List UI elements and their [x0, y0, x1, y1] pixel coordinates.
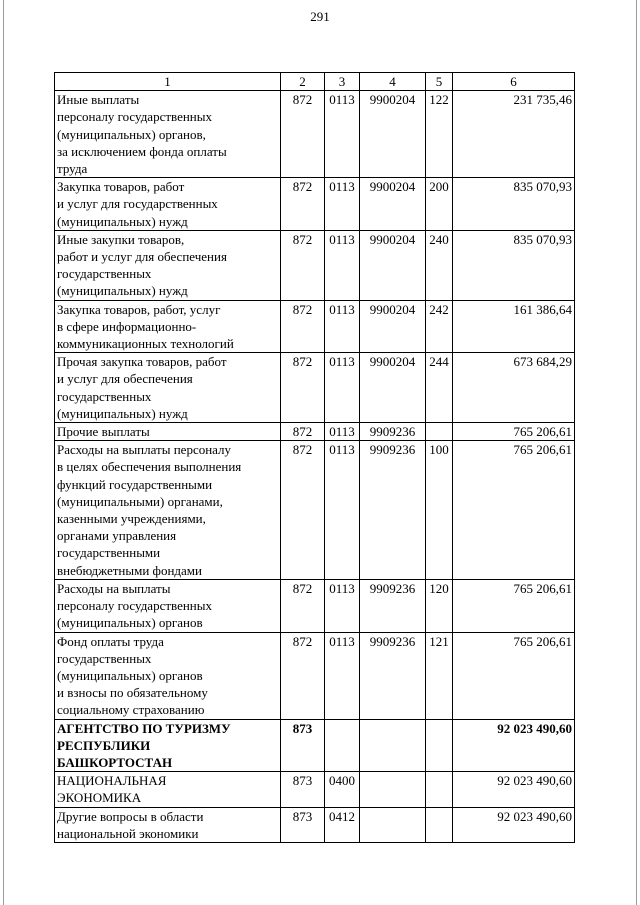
row-target-cell	[360, 772, 426, 807]
row-section-cell: 0113	[325, 423, 360, 441]
row-code-cell: 872	[281, 441, 325, 580]
row-amount-cell: 835 070,93	[453, 178, 575, 231]
row-target-cell: 9909236	[360, 579, 426, 632]
row-target-cell: 9900204	[360, 353, 426, 423]
row-target-cell: 9900204	[360, 300, 426, 353]
table-row	[55, 91, 575, 178]
table-row	[55, 772, 575, 807]
row-target-cell	[360, 719, 426, 772]
table-row	[55, 230, 575, 300]
table-row	[55, 632, 575, 719]
budget-table	[54, 72, 575, 843]
row-type-cell: 100	[426, 441, 453, 580]
row-type-cell	[426, 719, 453, 772]
row-name-cell: Фонд оплаты труда государственных (муниципальных) органов и взносы по обязательному социальному страхованию	[55, 632, 281, 719]
row-type-cell	[426, 807, 453, 842]
row-amount-cell: 92 023 490,60	[453, 772, 575, 807]
scan-edge-left	[3, 0, 4, 905]
row-code-cell: 872	[281, 423, 325, 441]
row-code-cell: 872	[281, 579, 325, 632]
row-amount-cell: 835 070,93	[453, 230, 575, 300]
row-amount-cell: 765 206,61	[453, 579, 575, 632]
table-body	[55, 91, 575, 843]
row-section-cell: 0113	[325, 178, 360, 231]
row-amount-cell: 765 206,61	[453, 423, 575, 441]
header-cell: 3	[325, 73, 360, 91]
row-name-cell: НАЦИОНАЛЬНАЯ ЭКОНОМИКА	[55, 772, 281, 807]
row-name-cell: Закупка товаров, работ, услуг в сфере информационно- коммуникационных технологий	[55, 300, 281, 353]
row-code-cell: 872	[281, 230, 325, 300]
row-amount-cell: 673 684,29	[453, 353, 575, 423]
row-name-cell: Прочие выплаты	[55, 423, 281, 441]
row-type-cell: 120	[426, 579, 453, 632]
row-target-cell: 9909236	[360, 423, 426, 441]
row-type-cell: 200	[426, 178, 453, 231]
row-code-cell: 872	[281, 632, 325, 719]
header-cell: 2	[281, 73, 325, 91]
row-type-cell: 244	[426, 353, 453, 423]
header-cell: 5	[426, 73, 453, 91]
row-name-cell: Расходы на выплаты персоналу государственных (муниципальных) органов	[55, 579, 281, 632]
row-section-cell	[325, 719, 360, 772]
row-section-cell: 0113	[325, 441, 360, 580]
row-section-cell: 0113	[325, 632, 360, 719]
row-target-cell: 9909236	[360, 441, 426, 580]
table-row	[55, 441, 575, 580]
row-code-cell: 872	[281, 91, 325, 178]
row-target-cell: 9900204	[360, 91, 426, 178]
row-name-cell: Прочая закупка товаров, работ и услуг для обеспечения государственных (муниципальных) нужд	[55, 353, 281, 423]
row-section-cell: 0113	[325, 91, 360, 178]
row-section-cell: 0412	[325, 807, 360, 842]
row-section-cell: 0113	[325, 579, 360, 632]
table-row	[55, 353, 575, 423]
row-type-cell: 240	[426, 230, 453, 300]
row-target-cell: 9900204	[360, 178, 426, 231]
row-section-cell: 0400	[325, 772, 360, 807]
table-row	[55, 719, 575, 772]
row-code-cell: 873	[281, 807, 325, 842]
row-amount-cell: 92 023 490,60	[453, 807, 575, 842]
table-row	[55, 423, 575, 441]
row-section-cell: 0113	[325, 230, 360, 300]
row-code-cell: 872	[281, 178, 325, 231]
table-row	[55, 579, 575, 632]
table-header-row	[55, 73, 575, 91]
row-type-cell: 242	[426, 300, 453, 353]
row-amount-cell: 161 386,64	[453, 300, 575, 353]
row-amount-cell: 92 023 490,60	[453, 719, 575, 772]
row-code-cell: 873	[281, 719, 325, 772]
header-cell: 6	[453, 73, 575, 91]
row-section-cell: 0113	[325, 353, 360, 423]
page-number: 291	[310, 9, 330, 24]
row-name-cell: Расходы на выплаты персоналу в целях обеспечения выполнения функций государственными (муниципальными) органами, казенными учреждениями, органами управления государственными внебюджетными фондами	[55, 441, 281, 580]
row-code-cell: 872	[281, 353, 325, 423]
row-name-cell: Иные выплаты персоналу государственных (муниципальных) органов, за исключением фонда оплаты труда	[55, 91, 281, 178]
row-name-cell: Закупка товаров, работ и услуг для государственных (муниципальных) нужд	[55, 178, 281, 231]
row-type-cell	[426, 772, 453, 807]
row-type-cell: 121	[426, 632, 453, 719]
row-code-cell: 873	[281, 772, 325, 807]
scan-edge-right	[636, 0, 637, 905]
row-amount-cell: 765 206,61	[453, 441, 575, 580]
row-type-cell: 122	[426, 91, 453, 178]
row-name-cell: Другие вопросы в области национальной экономики	[55, 807, 281, 842]
header-cell: 1	[55, 73, 281, 91]
row-type-cell	[426, 423, 453, 441]
row-amount-cell: 231 735,46	[453, 91, 575, 178]
table-row	[55, 300, 575, 353]
row-section-cell: 0113	[325, 300, 360, 353]
row-name-cell: АГЕНТСТВО ПО ТУРИЗМУ РЕСПУБЛИКИ БАШКОРТОСТАН	[55, 719, 281, 772]
row-target-cell	[360, 807, 426, 842]
row-target-cell: 9909236	[360, 632, 426, 719]
header-cell: 4	[360, 73, 426, 91]
row-target-cell: 9900204	[360, 230, 426, 300]
table-row	[55, 178, 575, 231]
row-name-cell: Иные закупки товаров, работ и услуг для обеспечения государственных (муниципальных) нужд	[55, 230, 281, 300]
row-code-cell: 872	[281, 300, 325, 353]
table-row	[55, 807, 575, 842]
row-amount-cell: 765 206,61	[453, 632, 575, 719]
